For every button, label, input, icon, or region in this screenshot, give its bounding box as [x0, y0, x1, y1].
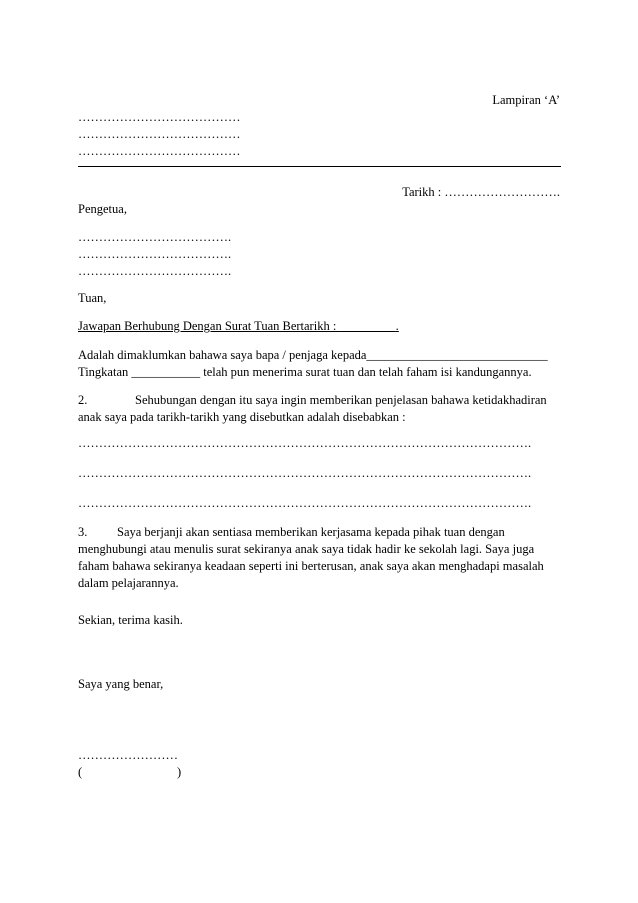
- reason-line-3: ……………………………………………………………………………………………….: [78, 496, 532, 510]
- sender-line-1: …………………………………: [78, 110, 241, 124]
- header-divider: [78, 166, 561, 167]
- salutation: Tuan,: [78, 291, 107, 305]
- reason-line-1: ……………………………………………………………………………………………….: [78, 436, 532, 450]
- recipient-address-line-2: ……………………………….: [78, 247, 232, 261]
- paragraph2-number: 2.: [78, 393, 88, 407]
- closing-text: Sekian, terima kasih.: [78, 613, 183, 627]
- paragraph3-number: 3.: [78, 525, 88, 539]
- paragraph3-line3: faham bahawa sekiranya keadaan seperti ini berterusan, anak saya akan menghadapi masalah: [78, 559, 544, 573]
- signature-name-close: ): [177, 765, 182, 779]
- paragraph3-line2: menghubungi atau menulis surat sekiranya anak saya tidak hadir ke sekolah lagi. Saya juga: [78, 542, 535, 556]
- recipient-title: Pengetua,: [78, 202, 127, 216]
- paragraph3-line1: Saya berjanji akan sentiasa memberikan kerjasama kepada pihak tuan dengan: [117, 525, 505, 539]
- paragraph2-line2: anak saya pada tarikh-tarikh yang disebutkan adalah disebabkan :: [78, 410, 406, 424]
- paragraph2-line1: Sehubungan dengan itu saya ingin memberikan penjelasan bahawa ketidakhadiran: [135, 393, 547, 407]
- attachment-label: Lampiran ‘A’: [492, 93, 560, 107]
- signature-line: ……………………: [78, 748, 178, 762]
- recipient-address-line-1: ……………………………….: [78, 230, 232, 244]
- subject-date-blank: [339, 319, 395, 333]
- subject-line: [78, 318, 399, 335]
- subject-text: Jawapan Berhubung Dengan Surat Tuan Bertarikh :: [78, 319, 340, 333]
- paragraph3-line4: dalam pelajarannya.: [78, 576, 179, 590]
- paragraph1-line1: Adalah dimaklumkan bahawa saya bapa / penjaga kepada_____________________________: [78, 348, 548, 362]
- paragraph1-line2: Tingkatan ___________ telah pun menerima surat tuan dan telah faham isi kandungannya.: [78, 365, 532, 379]
- date-field: Tarikh : ……………………….: [402, 185, 560, 199]
- signoff-text: Saya yang benar,: [78, 677, 164, 691]
- recipient-address-line-3: ……………………………….: [78, 264, 232, 278]
- sender-line-2: …………………………………: [78, 127, 241, 141]
- sender-line-3: …………………………………: [78, 144, 241, 158]
- reason-line-2: ……………………………………………………………………………………………….: [78, 466, 532, 480]
- subject-end: .: [395, 319, 399, 333]
- signature-name-open: (: [78, 765, 83, 779]
